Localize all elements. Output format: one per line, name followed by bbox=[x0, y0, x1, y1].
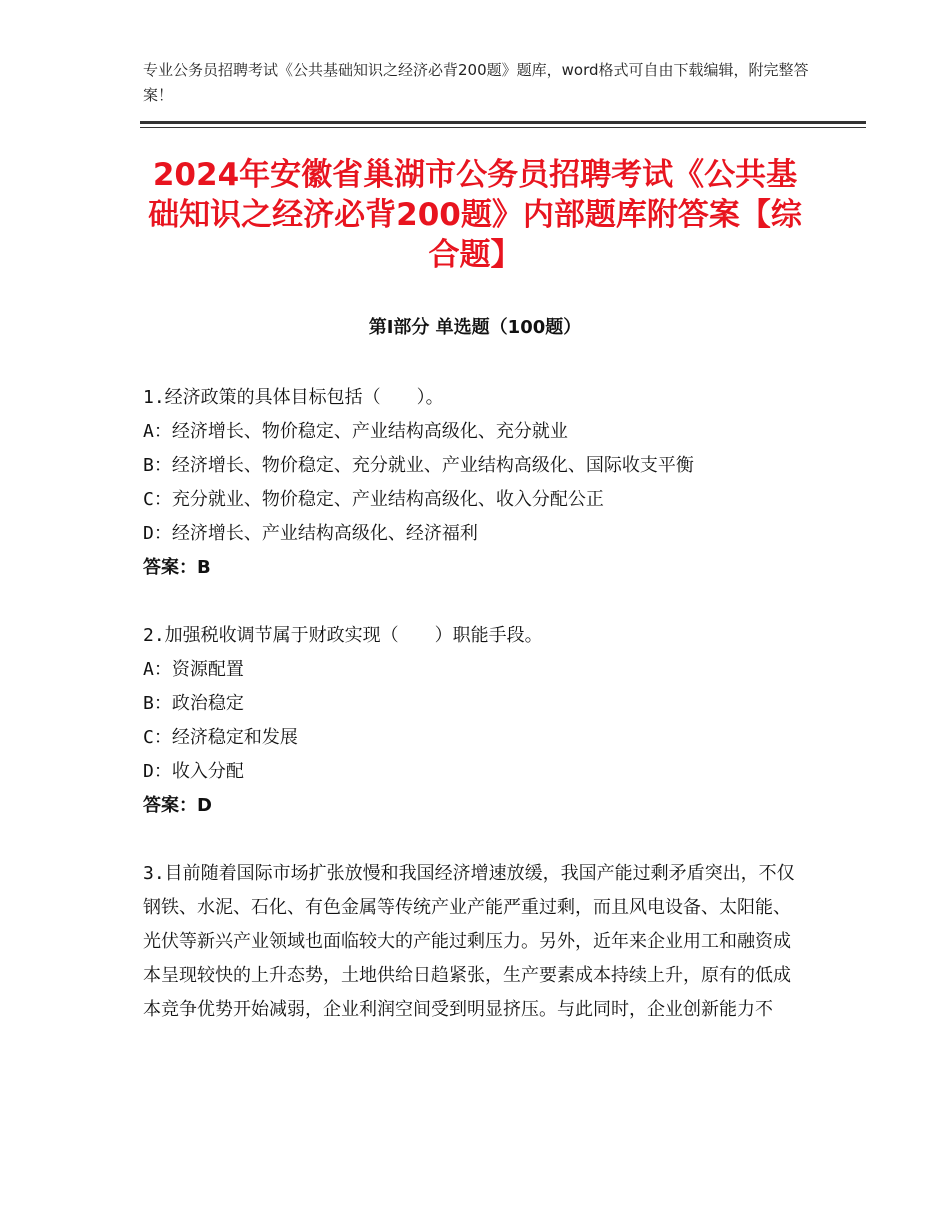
document-title: 2024年安徽省巢湖市公务员招聘考试《公共基础知识之经济必背200题》内部题库附答案【综合题】 bbox=[148, 157, 802, 273]
header-divider bbox=[140, 121, 866, 124]
header-divider-thin bbox=[140, 127, 866, 128]
option-d: D：收入分配 bbox=[143, 761, 244, 782]
question-stem: 2.加强税收调节属于财政实现（ ）职能手段。 bbox=[143, 625, 543, 646]
question-stem: 1.经济政策的具体目标包括（ ）。 bbox=[143, 387, 444, 408]
option-b: B：经济增长、物价稳定、充分就业、产业结构高级化、国际收支平衡 bbox=[143, 455, 694, 476]
option-c: C：充分就业、物价稳定、产业结构高级化、收入分配公正 bbox=[143, 489, 604, 510]
answer: 答案：B bbox=[143, 557, 211, 578]
option-b: B：政治稳定 bbox=[143, 693, 244, 714]
question-1 bbox=[143, 381, 808, 585]
answer: 答案：D bbox=[143, 795, 212, 816]
question-stem: 3.目前随着国际市场扩张放慢和我国经济增速放缓，我国产能过剩矛盾突出，不仅钢铁、水泥、石化、有色金属等传统产业产能严重过剩，而且风电设备、太阳能、光伏等新兴产业领域也面临较大的产能过剩压力。另外，近年来企业用工和融资成本呈现较快的上升态势，土地供给日趋紧张，生产要素成本持续上升，原有的低成本竞争优势开始减弱，企业利润空间受到明显挤压。与此同时，企业创新能力不 bbox=[143, 863, 795, 1020]
document-header-note: 专业公务员招聘考试《公共基础知识之经济必背200题》题库，word格式可自由下载编辑，附完整答案！ bbox=[143, 61, 809, 104]
question-2 bbox=[143, 619, 808, 823]
option-d: D：经济增长、产业结构高级化、经济福利 bbox=[143, 523, 478, 544]
question-3 bbox=[143, 857, 808, 1027]
option-c: C：经济稳定和发展 bbox=[143, 727, 298, 748]
option-a: A：经济增长、物价稳定、产业结构高级化、充分就业 bbox=[143, 421, 568, 442]
section-heading: 第Ⅰ部分 单选题（100题） bbox=[368, 317, 582, 338]
option-a: A：资源配置 bbox=[143, 659, 244, 680]
